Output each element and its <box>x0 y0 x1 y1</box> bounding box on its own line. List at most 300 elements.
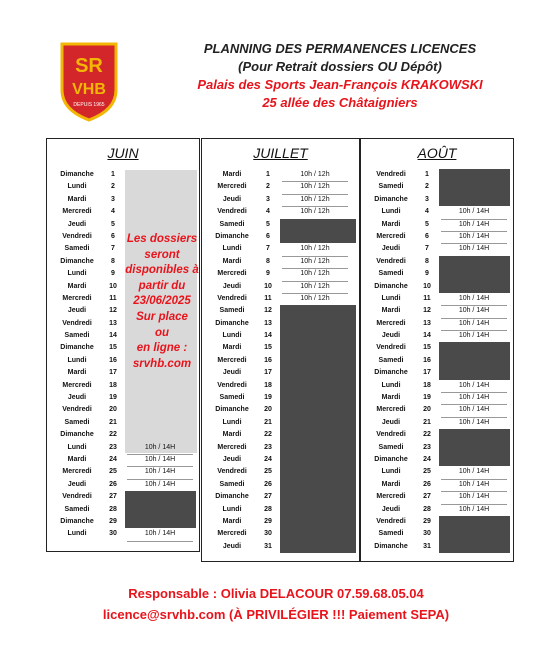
day-name: Jeudi <box>67 394 87 402</box>
day-name: Jeudi <box>381 505 401 513</box>
note-line: Les dossiers <box>126 233 198 245</box>
calendar-row <box>361 392 513 404</box>
day-name: Dimanche <box>215 493 249 501</box>
day-name: Mardi <box>67 282 87 290</box>
closed-cell <box>439 256 510 268</box>
closed-cell <box>439 194 510 206</box>
day-number: 14 <box>423 332 431 340</box>
opening-hours: 10h / 12h <box>282 181 348 194</box>
day-number: 3 <box>111 195 115 203</box>
calendar-row <box>202 491 359 503</box>
calendar-row <box>361 429 513 441</box>
day-name: Lundi <box>222 245 242 253</box>
day-number: 22 <box>423 431 431 439</box>
day-number: 5 <box>111 220 115 228</box>
calendar-row <box>361 342 513 354</box>
logo-top-text: SR <box>75 55 103 77</box>
page-header <box>140 40 540 112</box>
calendar-row <box>47 194 199 206</box>
email-line: licence@srvhb.com (À PRIVILÉGIER !!! Paiement SEPA) <box>102 607 450 622</box>
calendar-row <box>202 256 359 268</box>
day-number: 28 <box>109 505 117 513</box>
day-name: Samedi <box>378 270 404 278</box>
calendar-row <box>202 231 359 243</box>
day-name: Mercredi <box>376 319 406 327</box>
calendar-row <box>361 442 513 454</box>
day-number: 10 <box>264 282 272 290</box>
calendar-row <box>361 305 513 317</box>
calendar-row <box>47 429 199 441</box>
day-name: Mardi <box>222 431 242 439</box>
closed-cell <box>439 342 510 354</box>
day-number: 1 <box>425 171 429 178</box>
day-number: 4 <box>111 208 115 216</box>
day-number: 26 <box>423 480 431 488</box>
day-name: Lundi <box>67 270 87 278</box>
closed-cell <box>439 355 510 367</box>
closed-cell <box>280 479 356 491</box>
day-name: Samedi <box>378 443 404 451</box>
day-number: 27 <box>264 493 272 501</box>
calendar-row <box>202 454 359 466</box>
day-number: 18 <box>264 381 272 389</box>
day-number: 12 <box>423 307 431 315</box>
day-name: Mardi <box>222 257 242 265</box>
calendar-row <box>47 392 199 404</box>
day-name: Mardi <box>67 195 87 203</box>
day-number: 24 <box>109 455 117 463</box>
opening-hours: 10h / 14H <box>441 392 507 405</box>
closed-cell <box>439 541 510 553</box>
day-name: Lundi <box>381 468 401 476</box>
day-number: 15 <box>264 344 272 352</box>
closed-cell <box>439 181 510 193</box>
closed-cell <box>280 417 356 429</box>
calendar-row <box>202 281 359 293</box>
day-number: 20 <box>109 406 117 414</box>
day-name: Samedi <box>64 418 90 426</box>
opening-hours: 10h / 12h <box>282 281 348 294</box>
calendar-row <box>47 442 199 454</box>
day-name: Jeudi <box>381 418 401 426</box>
closed-cell <box>280 219 356 231</box>
calendar-row <box>202 479 359 491</box>
opening-hours: 10h / 14H <box>441 404 507 417</box>
day-name: Vendredi <box>62 406 92 414</box>
day-name: Lundi <box>67 443 87 451</box>
day-name: Jeudi <box>67 480 87 488</box>
day-number: 21 <box>423 418 431 426</box>
day-name: Dimanche <box>60 257 94 265</box>
day-number: 2 <box>425 183 429 191</box>
day-number: 8 <box>111 257 115 265</box>
closed-cell <box>280 516 356 528</box>
day-name: Vendredi <box>376 517 406 525</box>
opening-hours: 10h / 12h <box>282 194 348 207</box>
day-number: 21 <box>109 418 117 426</box>
closed-cell <box>280 342 356 354</box>
closed-cell <box>439 516 510 528</box>
calendar-row <box>361 417 513 429</box>
opening-hours: 10h / 14H <box>441 206 507 219</box>
day-number: 6 <box>111 232 115 240</box>
day-number: 26 <box>264 480 272 488</box>
calendar-row <box>361 404 513 416</box>
opening-hours: 10h / 14H <box>441 504 507 517</box>
calendar-row <box>361 466 513 478</box>
day-number: 29 <box>423 517 431 525</box>
closed-cell <box>439 281 510 293</box>
logo-bottom-text: VHB <box>72 81 106 98</box>
calendar-row <box>202 355 359 367</box>
day-number: 9 <box>111 270 115 278</box>
closed-cell <box>280 404 356 416</box>
day-name: Vendredi <box>217 208 247 216</box>
day-number: 26 <box>109 480 117 488</box>
opening-hours: 10h / 14H <box>441 479 507 492</box>
closed-cell <box>280 442 356 454</box>
calendar-row <box>202 504 359 516</box>
day-name: Jeudi <box>222 195 242 203</box>
day-name: Mardi <box>67 455 87 463</box>
day-number: 13 <box>264 319 272 327</box>
closed-cell <box>439 268 510 280</box>
opening-hours: 10h / 14H <box>441 293 507 306</box>
day-name: Mardi <box>222 171 242 178</box>
calendar-row <box>202 528 359 540</box>
day-name: Lundi <box>67 183 87 191</box>
closed-cell <box>280 429 356 441</box>
day-number: 23 <box>109 443 117 451</box>
calendar-row <box>47 206 199 218</box>
closed-cell <box>280 305 356 317</box>
day-number: 30 <box>264 530 272 538</box>
day-number: 18 <box>423 381 431 389</box>
opening-hours: 10h / 14H <box>441 330 507 343</box>
closed-cell <box>439 169 510 181</box>
calendar-row <box>47 528 199 540</box>
day-number: 30 <box>423 530 431 538</box>
day-name: Dimanche <box>215 319 249 327</box>
day-number: 31 <box>423 542 431 550</box>
calendar-row <box>361 243 513 255</box>
day-name: Mercredi <box>217 183 247 191</box>
closed-cell <box>280 231 356 243</box>
day-name: Vendredi <box>217 468 247 476</box>
closed-cell <box>280 367 356 379</box>
month-rows <box>361 169 513 553</box>
day-number: 6 <box>425 232 429 240</box>
calendar-row <box>47 219 199 231</box>
day-number: 9 <box>425 270 429 278</box>
day-number: 3 <box>266 195 270 203</box>
calendar-row <box>361 256 513 268</box>
calendar-row <box>361 293 513 305</box>
day-number: 23 <box>423 443 431 451</box>
day-name: Samedi <box>64 505 90 513</box>
calendar-row <box>202 380 359 392</box>
closed-cell <box>280 541 356 553</box>
day-number: 2 <box>111 183 115 191</box>
day-number: 22 <box>109 431 117 439</box>
calendar-row <box>361 169 513 181</box>
opening-hours: 10h / 14H <box>441 491 507 504</box>
calendar-row <box>361 355 513 367</box>
day-number: 7 <box>425 245 429 253</box>
day-name: Samedi <box>219 220 245 228</box>
closed-cell <box>280 392 356 404</box>
closed-cell <box>280 504 356 516</box>
note-line: Sur place <box>136 310 188 323</box>
calendar-row <box>202 206 359 218</box>
day-name: Samedi <box>219 480 245 488</box>
day-name: Mardi <box>381 220 401 228</box>
month-table-juillet <box>201 138 360 562</box>
day-name: Lundi <box>222 505 242 513</box>
calendar-row <box>47 491 199 503</box>
calendar-row <box>361 219 513 231</box>
day-number: 10 <box>423 282 431 290</box>
opening-hours: 10h / 12h <box>282 206 348 219</box>
calendar-row <box>202 268 359 280</box>
day-number: 30 <box>109 530 117 538</box>
day-number: 11 <box>423 294 431 302</box>
day-name: Dimanche <box>60 517 94 525</box>
day-name: Lundi <box>381 381 401 389</box>
day-number: 11 <box>109 294 117 302</box>
day-number: 13 <box>423 319 431 327</box>
opening-hours: 10h / 14H <box>127 479 193 492</box>
day-number: 12 <box>264 307 272 315</box>
day-number: 2 <box>266 183 270 191</box>
calendar-row <box>47 479 199 491</box>
opening-hours: 10h / 12h <box>282 268 348 281</box>
day-name: Dimanche <box>374 455 408 463</box>
juin-availability-note <box>123 232 201 372</box>
calendar-row <box>361 454 513 466</box>
day-name: Mardi <box>381 307 401 315</box>
calendar-row <box>47 169 199 181</box>
note-line: 23/06/2025 <box>133 295 191 308</box>
day-number: 19 <box>109 394 117 402</box>
month-title: JUIN <box>107 145 139 161</box>
day-name: Jeudi <box>67 307 87 315</box>
day-number: 7 <box>266 245 270 253</box>
day-number: 14 <box>109 332 117 340</box>
day-name: Vendredi <box>376 171 406 178</box>
day-name: Mercredi <box>217 270 247 278</box>
opening-hours: 10h / 12h <box>282 256 348 269</box>
day-name: Mardi <box>222 517 242 525</box>
month-rows <box>202 169 359 553</box>
day-number: 25 <box>264 468 272 476</box>
month-title: AOÛT <box>417 145 457 161</box>
calendar-row <box>202 367 359 379</box>
day-name: Samedi <box>64 332 90 340</box>
day-name: Lundi <box>222 332 242 340</box>
page-footer <box>0 583 552 625</box>
header-address: 25 allée des Châtaigniers <box>262 95 418 110</box>
day-number: 27 <box>423 493 431 501</box>
note-line: en ligne : <box>136 342 188 355</box>
day-name: Vendredi <box>217 294 247 302</box>
calendar-row <box>202 466 359 478</box>
calendar-row <box>202 330 359 342</box>
calendar-row <box>202 243 359 255</box>
calendar-row <box>361 479 513 491</box>
day-number: 9 <box>266 270 270 278</box>
calendar-row <box>202 429 359 441</box>
calendar-row <box>202 305 359 317</box>
closed-cell <box>439 528 510 540</box>
day-name: Jeudi <box>381 332 401 340</box>
opening-hours: 10h / 12h <box>282 293 348 306</box>
day-name: Mercredi <box>62 294 92 302</box>
calendar-row <box>202 318 359 330</box>
closed-cell <box>439 429 510 441</box>
day-number: 6 <box>266 232 270 240</box>
day-number: 29 <box>109 517 117 525</box>
opening-hours: 10h / 14H <box>441 417 507 430</box>
day-name: Vendredi <box>217 381 247 389</box>
day-name: Mardi <box>222 344 242 352</box>
calendar-row <box>202 293 359 305</box>
calendar-row <box>361 318 513 330</box>
calendar-row <box>202 181 359 193</box>
day-number: 5 <box>266 220 270 228</box>
opening-hours: 10h / 14H <box>441 243 507 256</box>
day-name: Dimanche <box>374 282 408 290</box>
closed-cell <box>439 454 510 466</box>
opening-hours: 10h / 14H <box>127 442 193 455</box>
header-title: PLANNING DES PERMANENCES LICENCES <box>203 41 477 56</box>
calendar-row <box>361 231 513 243</box>
day-number: 1 <box>111 171 115 178</box>
closed-cell <box>280 528 356 540</box>
day-number: 18 <box>109 381 117 389</box>
closed-cell <box>125 491 196 503</box>
day-name: Mercredi <box>217 356 247 364</box>
day-name: Lundi <box>222 418 242 426</box>
calendar-row <box>202 342 359 354</box>
day-name: Dimanche <box>60 344 94 352</box>
day-number: 5 <box>425 220 429 228</box>
calendar-row <box>202 516 359 528</box>
closed-cell <box>439 442 510 454</box>
day-name: Lundi <box>381 294 401 302</box>
day-name: Vendredi <box>62 319 92 327</box>
day-name: Samedi <box>64 245 90 253</box>
day-number: 19 <box>423 394 431 402</box>
day-number: 25 <box>423 468 431 476</box>
calendar-row <box>47 404 199 416</box>
month-title: JUILLET <box>253 145 308 161</box>
month-table-aout <box>360 138 514 562</box>
calendar-row <box>47 380 199 392</box>
day-number: 21 <box>264 418 272 426</box>
day-name: Mercredi <box>62 208 92 216</box>
calendar-row <box>202 404 359 416</box>
closed-cell <box>125 504 196 516</box>
day-name: Lundi <box>381 208 401 216</box>
day-number: 19 <box>264 394 272 402</box>
note-line: partir du <box>138 279 186 292</box>
day-number: 3 <box>425 195 429 203</box>
day-name: Dimanche <box>215 232 249 240</box>
calendar-row <box>361 491 513 503</box>
day-number: 16 <box>264 356 272 364</box>
calendar-row <box>361 516 513 528</box>
closed-cell <box>280 355 356 367</box>
day-name: Vendredi <box>62 232 92 240</box>
calendar-row <box>47 417 199 429</box>
day-name: Mardi <box>381 480 401 488</box>
day-number: 16 <box>423 356 431 364</box>
day-name: Samedi <box>378 356 404 364</box>
calendar-row <box>47 516 199 528</box>
calendar-row <box>361 181 513 193</box>
closed-cell <box>280 466 356 478</box>
closed-cell <box>280 491 356 503</box>
calendar-row <box>202 392 359 404</box>
closed-cell <box>280 330 356 342</box>
day-number: 12 <box>109 307 117 315</box>
closed-cell <box>439 367 510 379</box>
opening-hours: 10h / 14H <box>441 231 507 244</box>
day-number: 24 <box>264 455 272 463</box>
note-line: ou <box>154 326 170 339</box>
day-number: 24 <box>423 455 431 463</box>
day-number: 17 <box>264 369 272 377</box>
opening-hours: 10h / 14H <box>441 466 507 479</box>
header-venue: Palais des Sports Jean-François KRAKOWSKI <box>197 77 483 92</box>
opening-hours: 10h / 14H <box>441 380 507 393</box>
opening-hours: 10h / 14H <box>127 528 193 541</box>
day-name: Dimanche <box>374 369 408 377</box>
day-name: Vendredi <box>376 257 406 265</box>
day-number: 7 <box>111 245 115 253</box>
opening-hours: 10h / 14H <box>127 466 193 479</box>
calendar-row <box>361 194 513 206</box>
day-name: Jeudi <box>222 369 242 377</box>
day-name: Mercredi <box>376 493 406 501</box>
day-name: Lundi <box>67 356 87 364</box>
day-name: Samedi <box>378 530 404 538</box>
day-name: Samedi <box>219 394 245 402</box>
calendar-row <box>361 528 513 540</box>
opening-hours: 10h / 14H <box>441 318 507 331</box>
note-line: seront <box>144 248 180 261</box>
club-logo <box>58 40 120 122</box>
day-number: 27 <box>109 493 117 501</box>
day-number: 23 <box>264 443 272 451</box>
calendar-row <box>47 454 199 466</box>
note-line: srvhb.com <box>132 357 192 370</box>
opening-hours: 10h / 12h <box>282 243 348 256</box>
day-number: 20 <box>423 406 431 414</box>
day-number: 1 <box>266 171 270 178</box>
day-number: 14 <box>264 332 272 340</box>
day-name: Lundi <box>67 530 87 538</box>
day-number: 29 <box>264 517 272 525</box>
day-number: 17 <box>423 369 431 377</box>
day-number: 17 <box>109 369 117 377</box>
day-number: 31 <box>264 542 272 550</box>
day-name: Mercredi <box>217 530 247 538</box>
day-name: Dimanche <box>374 195 408 203</box>
closed-cell <box>280 380 356 392</box>
closed-cell <box>125 516 196 528</box>
